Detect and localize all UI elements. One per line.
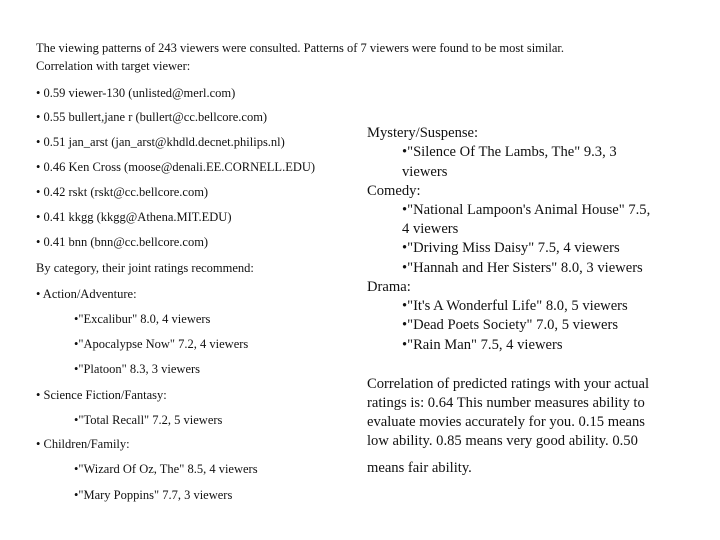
category-heading-family: • Children/Family:	[36, 437, 130, 451]
movie-item: •"Driving Miss Daisy" 7.5, 4 viewers	[402, 240, 620, 256]
summary-line: low ability. 0.85 means very good ability. 0.50	[367, 433, 638, 449]
movie-item: •"It's A Wonderful Life" 8.0, 5 viewers	[402, 298, 628, 314]
category-heading-action: • Action/Adventure:	[36, 287, 137, 301]
category-heading-mystery: Mystery/Suspense:	[367, 125, 479, 141]
summary-line: ratings is: 0.64 This number measures ability to	[367, 395, 645, 411]
correlation-item: • 0.41 bnn (bnn@cc.bellcore.com)	[36, 235, 209, 249]
category-heading-comedy: Comedy:	[367, 183, 421, 199]
summary-line: means fair ability.	[367, 460, 472, 476]
movie-item: •"Silence Of The Lambs, The" 9.3, 3	[402, 144, 617, 160]
movie-item-continuation: viewers	[402, 164, 448, 180]
movie-item: •"Apocalypse Now" 7.2, 4 viewers	[74, 337, 249, 351]
movie-item: •"Rain Man" 7.5, 4 viewers	[402, 337, 563, 353]
movie-item: •"Mary Poppins" 7.7, 3 viewers	[74, 488, 233, 502]
correlation-item: • 0.42 rskt (rskt@cc.bellcore.com)	[36, 185, 209, 199]
intro-line-2: Correlation with target viewer:	[36, 59, 191, 73]
movie-item: •"Wizard Of Oz, The" 8.5, 4 viewers	[74, 462, 258, 476]
movie-item: •"Total Recall" 7.2, 5 viewers	[74, 413, 223, 427]
summary-line: evaluate movies accurately for you. 0.15 means	[367, 414, 645, 430]
movie-item: •"National Lampoon's Animal House" 7.5,	[402, 202, 651, 218]
movie-item-continuation: 4 viewers	[402, 221, 459, 237]
category-intro: By category, their joint ratings recommend:	[36, 261, 254, 275]
correlation-item: • 0.46 Ken Cross (moose@denali.EE.CORNELL.EDU)	[36, 160, 316, 174]
movie-item: •"Excalibur" 8.0, 4 viewers	[74, 312, 211, 326]
category-heading-scifi: • Science Fiction/Fantasy:	[36, 388, 167, 402]
category-heading-drama: Drama:	[367, 279, 411, 295]
summary-line: Correlation of predicted ratings with your actual	[367, 376, 650, 392]
intro-line-1: The viewing patterns of 243 viewers were consulted. Patterns of 7 viewers were found to be most similar.	[36, 41, 564, 55]
correlation-item: • 0.59 viewer-130 (unlisted@merl.com)	[36, 86, 236, 100]
correlation-item: • 0.41 kkgg (kkgg@Athena.MIT.EDU)	[36, 210, 232, 224]
correlation-item: • 0.55 bullert,jane r (bullert@cc.bellcore.com)	[36, 110, 268, 124]
correlation-item: • 0.51 jan_arst (jan_arst@khdld.decnet.philips.nl)	[36, 135, 285, 149]
movie-item: •"Hannah and Her Sisters" 8.0, 3 viewers	[402, 260, 643, 276]
movie-item: •"Dead Poets Society" 7.0, 5 viewers	[402, 317, 619, 333]
movie-item: •"Platoon" 8.3, 3 viewers	[74, 362, 201, 376]
